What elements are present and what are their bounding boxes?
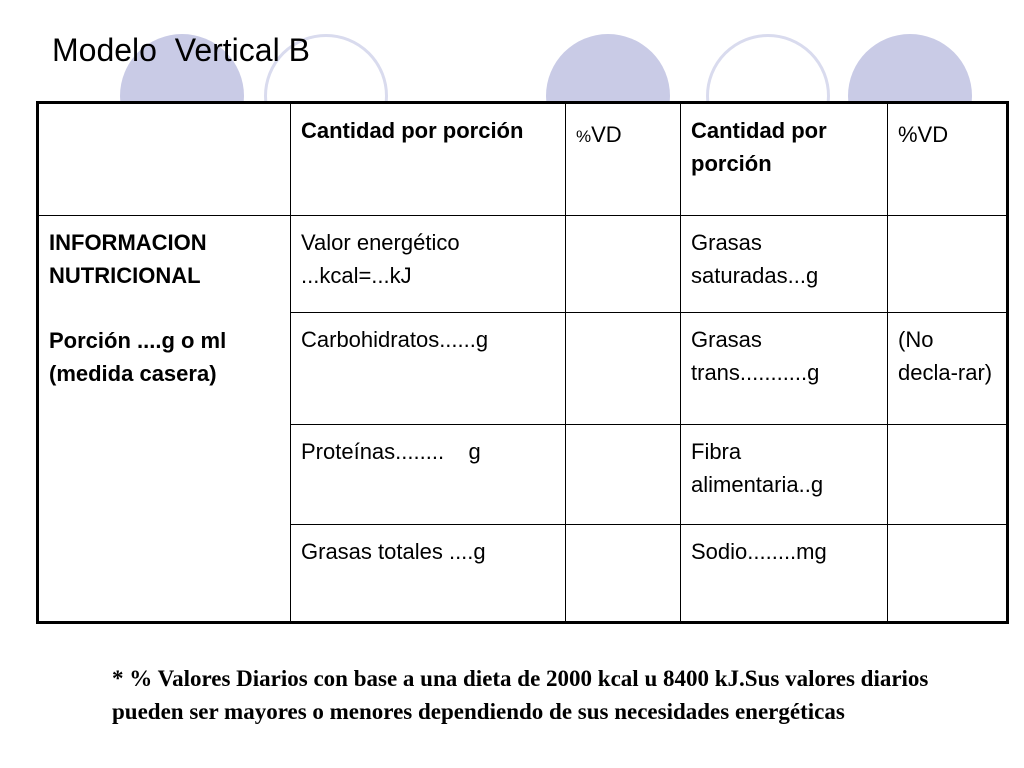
row-1-left xyxy=(291,216,566,313)
header-empty-cell xyxy=(38,103,291,216)
row-2-left: Carbohidratos......g xyxy=(291,313,566,425)
row-1-right: Grasas saturadas...g xyxy=(681,216,888,313)
row-2-vd-right: (No decla-rar) xyxy=(888,313,1008,425)
side-label-cell xyxy=(38,216,291,623)
row-3-left: Proteínas........ g xyxy=(291,425,566,525)
side-label-line-1: INFORMACION xyxy=(49,230,207,255)
table-row xyxy=(38,216,1008,313)
row-4-vd-right xyxy=(888,525,1008,623)
row-1-left-line-2: ...kcal=...kJ xyxy=(301,263,412,288)
side-portion-line-2: (medida casera) xyxy=(49,361,217,386)
nutrition-table xyxy=(36,101,1009,624)
row-3-right: Fibra alimentaria..g xyxy=(681,425,888,525)
side-label-line-2: NUTRICIONAL xyxy=(49,263,201,288)
row-1-vd-left xyxy=(566,216,681,313)
header-vd-1-text: VD xyxy=(591,122,622,147)
row-4-vd-left xyxy=(566,525,681,623)
row-4-right: Sodio........mg xyxy=(681,525,888,623)
footnote: * % Valores Diarios con base a una dieta de 2000 kcal u 8400 kJ.Sus valores diarios pueden ser mayores o menores dependiendo de sus necesidades energéticas xyxy=(112,666,929,724)
row-1-vd-right xyxy=(888,216,1008,313)
row-2-vd-left xyxy=(566,313,681,425)
row-1-left-line-1: Valor energético xyxy=(301,230,460,255)
side-portion-line-1: Porción ....g o ml xyxy=(49,328,227,353)
slide-title: Modelo Vertical B xyxy=(52,32,310,68)
row-4-left: Grasas totales ....g xyxy=(291,525,566,623)
header-vd-1 xyxy=(566,103,681,216)
row-3-vd-left xyxy=(566,425,681,525)
header-row xyxy=(38,103,1008,216)
header-vd-1-pct: % xyxy=(576,127,592,146)
header-amount-1: Cantidad por porción xyxy=(291,103,566,216)
header-vd-2: %VD xyxy=(888,103,1008,216)
header-amount-2: Cantidad por porción xyxy=(681,103,888,216)
row-3-vd-right xyxy=(888,425,1008,525)
row-2-right: Grasas trans...........g xyxy=(681,313,888,425)
